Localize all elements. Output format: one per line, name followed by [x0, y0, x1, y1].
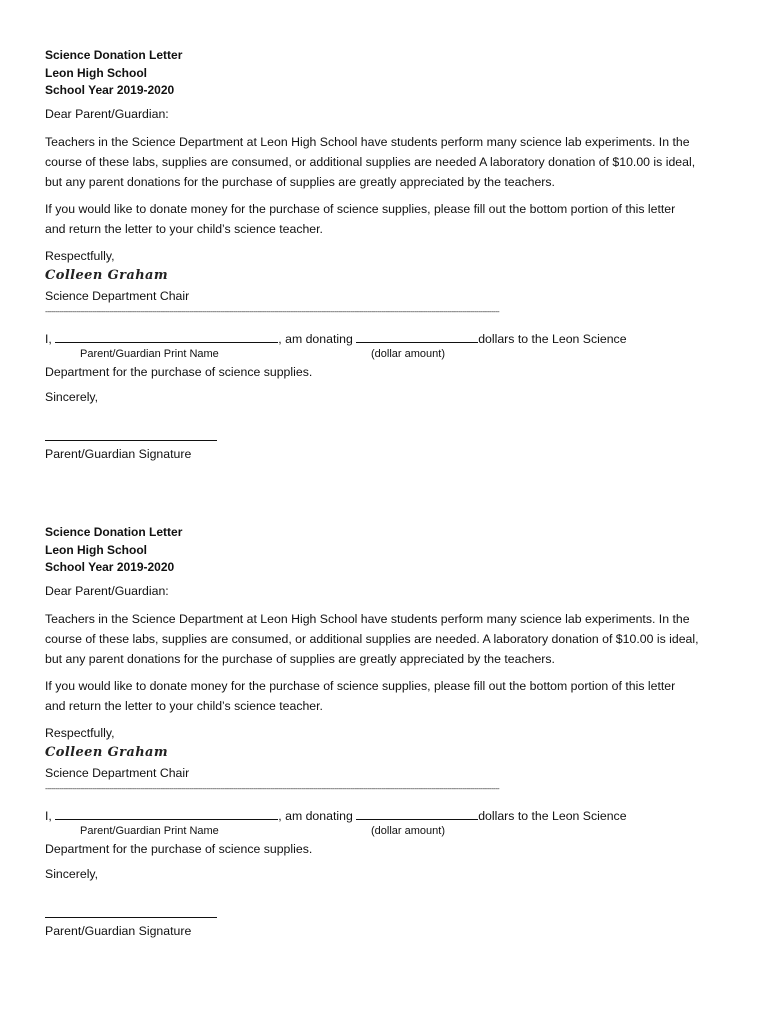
print-name-caption: Parent/Guardian Print Name — [80, 347, 219, 360]
signer-title: Science Department Chair — [45, 288, 190, 303]
school-name: Leon High School — [45, 542, 147, 557]
form-suffix: dollars to the Leon Science — [478, 331, 627, 346]
body-paragraph — [45, 132, 735, 192]
school-name: Leon High School — [45, 65, 147, 80]
request-paragraph — [45, 676, 735, 716]
dollar-amount-blank[interactable] — [356, 331, 478, 343]
signer-title: Science Department Chair — [45, 765, 190, 780]
form-captions — [45, 347, 735, 364]
dollar-amount-caption: (dollar amount) — [371, 824, 445, 837]
donation-form-line — [45, 808, 735, 824]
body-line: Teachers in the Science Department at Leon High School have students perform many science lab experiments. In the — [45, 134, 690, 149]
form-middle: , am donating — [278, 808, 353, 823]
school-year: School Year 2019-2020 — [45, 83, 175, 97]
salutation: Dear Parent/Guardian: — [45, 583, 169, 598]
print-name-blank[interactable] — [55, 808, 278, 820]
form-prefix: I, — [45, 331, 52, 346]
letter-title: Science Donation Letter — [45, 48, 183, 62]
donation-form-line — [45, 331, 735, 347]
dollar-amount-caption: (dollar amount) — [371, 347, 445, 360]
closing: Respectfully, — [45, 248, 115, 263]
form-prefix: I, — [45, 808, 52, 823]
signature-label: Parent/Guardian Signature — [45, 446, 192, 461]
signer-signature: Colleen Graham — [45, 744, 169, 760]
form-captions — [45, 824, 735, 841]
dollar-amount-blank[interactable] — [356, 808, 478, 820]
body-line: but any parent donations for the purchase of supplies are greatly appreciated by the teachers. — [45, 174, 555, 189]
signer-signature: Colleen Graham — [45, 267, 169, 283]
closing: Respectfully, — [45, 725, 115, 740]
form-suffix: dollars to the Leon Science — [478, 808, 627, 823]
tear-off-divider: ---------------------------------------------------------------------------------------------------------------------------------------------------------------------------------------------------------------------------- — [45, 783, 500, 793]
request-line: If you would like to donate money for the purchase of science supplies, please fill out the bottom portion of this letter — [45, 678, 676, 693]
body-paragraph — [45, 609, 735, 669]
print-name-caption: Parent/Guardian Print Name — [80, 824, 219, 837]
tear-off-divider: ---------------------------------------------------------------------------------------------------------------------------------------------------------------------------------------------------------------------------- — [45, 306, 500, 316]
request-line: and return the letter to your child’s science teacher. — [45, 221, 323, 236]
body-line: course of these labs, supplies are consumed, or additional supplies are needed. A laboratory donation of $10.00 is ideal, — [45, 631, 699, 646]
request-line: If you would like to donate money for the purchase of science supplies, please fill out the bottom portion of this letter — [45, 201, 676, 216]
donation-letter-2 — [45, 524, 735, 939]
form-continuation: Department for the purchase of science supplies. — [45, 841, 313, 856]
sign-off: Sincerely, — [45, 389, 99, 404]
donation-letter-1 — [45, 47, 735, 462]
sign-off: Sincerely, — [45, 866, 99, 881]
salutation: Dear Parent/Guardian: — [45, 106, 169, 121]
signature-blank[interactable] — [45, 916, 217, 918]
request-paragraph — [45, 199, 735, 239]
body-line: Teachers in the Science Department at Leon High School have students perform many science lab experiments. In the — [45, 611, 690, 626]
body-line: course of these labs, supplies are consumed, or additional supplies are needed A laboratory donation of $10.00 is ideal, — [45, 154, 696, 169]
print-name-blank[interactable] — [55, 331, 278, 343]
form-middle: , am donating — [278, 331, 353, 346]
body-line: but any parent donations for the purchase of supplies are greatly appreciated by the teachers. — [45, 651, 555, 666]
signature-blank[interactable] — [45, 439, 217, 441]
school-year: School Year 2019-2020 — [45, 560, 175, 574]
form-continuation: Department for the purchase of science supplies. — [45, 364, 313, 379]
signature-label: Parent/Guardian Signature — [45, 923, 192, 938]
letter-title: Science Donation Letter — [45, 525, 183, 539]
request-line: and return the letter to your child’s science teacher. — [45, 698, 323, 713]
